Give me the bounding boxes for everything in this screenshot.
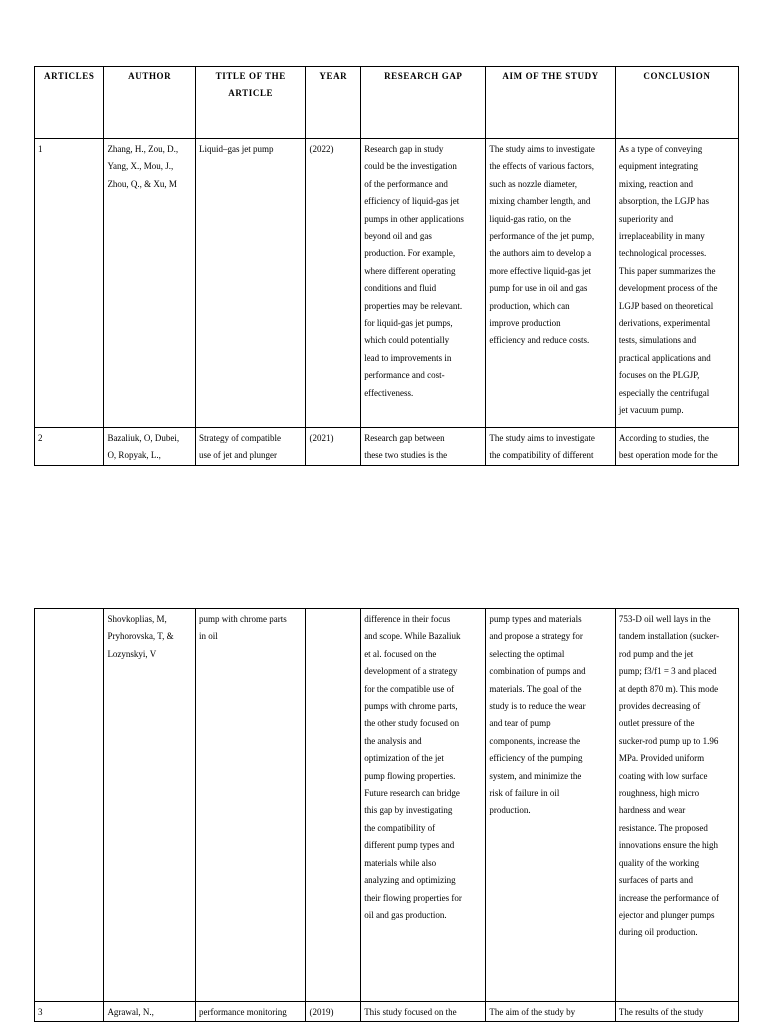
cell-conclusion: As a type of conveying equipment integrating mixing, reaction and absorption, the LGJP has superiority and irreplaceability in many technological processes. This paper summarizes the development process of the LGJP based on theoretical derivations, experimental tests, simulations and practical applications and focuses on the PLGJP, especially the centrifugal jet vacuum pump. <box>615 139 738 428</box>
header-aim: AIM OF THE STUDY <box>486 67 615 139</box>
cell-title: pump with chrome parts in oil <box>195 609 305 1002</box>
cell-title: performance monitoring <box>195 1002 305 1022</box>
cell-author: Agrawal, N., <box>104 1002 196 1022</box>
cell-title: Strategy of compatible use of jet and plunger <box>195 428 305 466</box>
literature-table-continued <box>34 608 739 1022</box>
cell-aim: pump types and materials and propose a strategy for selecting the optimal combination of pumps and materials. The goal of the study is to reduce the wear and tear of pump components, increase the efficiency of the pumping system, and minimize the risk of failure in oil production. <box>486 609 615 1002</box>
cell-author: Shovkoplias, M, Pryhorovska, T, & Lozynskyi, V <box>104 609 196 1002</box>
cell-aim: The study aims to investigate the effects of various factors, such as nozzle diameter, mixing chamber length, and liquid-gas ratio, on the performance of the jet pump, the authors aim to develop a more effective liquid-gas jet pump for use in oil and gas production, which can improve production efficiency and reduce costs. <box>486 139 615 428</box>
table-row-continued <box>35 609 739 1002</box>
table-row <box>35 139 739 428</box>
cell-article-number: 3 <box>35 1002 104 1022</box>
cell-conclusion: 753-D oil well lays in the tandem installation (sucker- rod pump and the jet pump; f3/f1 = 3 and placed at depth 870 m). This mode provides decreasing of outlet pressure of the sucker-rod pump up to 1.96 MPa. Provided uniform coating with low surface roughness, high micro hardness and wear resistance. The proposed innovations ensure the high quality of the working surfaces of parts and increase the performance of ejector and plunger pumps during oil production. <box>615 609 738 1002</box>
header-row <box>35 67 739 139</box>
cell-aim: The aim of the study by <box>486 1002 615 1022</box>
cell-article-number <box>35 609 104 1002</box>
header-year: YEAR <box>306 67 361 139</box>
cell-title: Liquid–gas jet pump <box>195 139 305 428</box>
cell-research-gap: This study focused on the <box>361 1002 486 1022</box>
cell-author: Zhang, H., Zou, D., Yang, X., Mou, J., Zhou, Q., & Xu, M <box>104 139 196 428</box>
header-author: AUTHOR <box>104 67 196 139</box>
cell-research-gap: Research gap in study could be the investigation of the performance and efficiency of liquid-gas jet pumps in other applications beyond oil and gas production. For example, where different operating conditions and fluid properties may be relevant. for liquid-gas jet pumps, which could potentially lead to improvements in performance and cost- effectiveness. <box>361 139 486 428</box>
cell-conclusion: The results of the study <box>615 1002 738 1022</box>
literature-table-top <box>34 66 739 466</box>
cell-year <box>306 609 361 1002</box>
header-title: TITLE OF THE ARTICLE <box>195 67 305 139</box>
table-row <box>35 1002 739 1022</box>
cell-research-gap: Research gap between these two studies is the <box>361 428 486 466</box>
cell-year: (2021) <box>306 428 361 466</box>
header-conclusion: CONCLUSION <box>615 67 738 139</box>
table-row <box>35 428 739 466</box>
cell-conclusion: According to studies, the best operation mode for the <box>615 428 738 466</box>
cell-year: (2019) <box>306 1002 361 1022</box>
cell-research-gap: difference in their focus and scope. While Bazaliuk et al. focused on the development of a strategy for the compatible use of pumps with chrome parts, the other study focused on the analysis and optimization of the jet pump flowing properties. Future research can bridge this gap by investigating the compatibility of different pump types and materials while also analyzing and optimizing their flowing properties for oil and gas production. <box>361 609 486 1002</box>
cell-year: (2022) <box>306 139 361 428</box>
cell-author: Bazaliuk, O, Dubei, O, Ropyak, L., <box>104 428 196 466</box>
header-articles: ARTICLES <box>35 67 104 139</box>
cell-aim: The study aims to investigate the compatibility of different <box>486 428 615 466</box>
cell-article-number: 2 <box>35 428 104 466</box>
header-research-gap: RESEARCH GAP <box>361 67 486 139</box>
cell-article-number: 1 <box>35 139 104 428</box>
